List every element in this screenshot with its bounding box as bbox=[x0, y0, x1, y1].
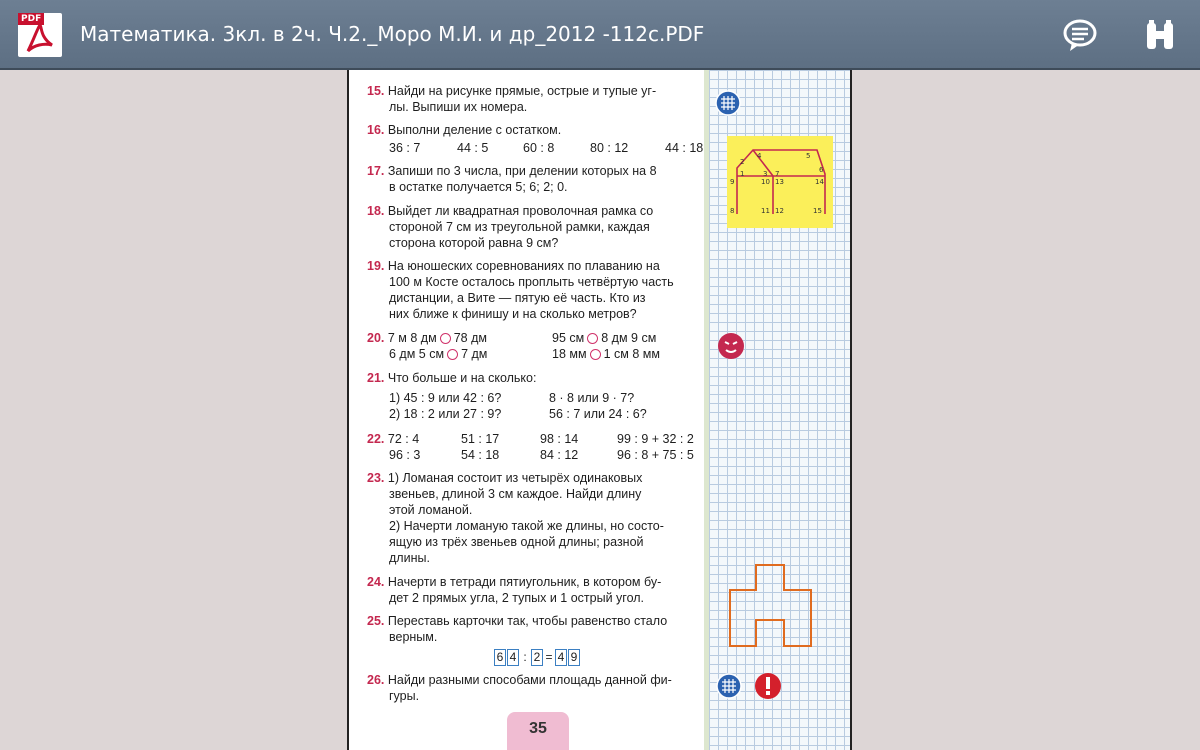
compare-circle bbox=[590, 349, 601, 360]
label: 15 bbox=[813, 207, 822, 215]
task-20-row1: 20. 7 м 8 дм 78 дм bbox=[367, 331, 487, 345]
expr: 96 : 3 bbox=[389, 448, 421, 462]
expr: 51 : 17 bbox=[461, 432, 500, 446]
angles-figure bbox=[727, 136, 833, 228]
number-cards bbox=[494, 649, 581, 666]
label: 2 bbox=[740, 158, 745, 166]
expr: 99 : 9 + 32 : 2 bbox=[617, 432, 694, 446]
task-17: 17. Запиши по 3 числа, при делении которых на 8 в остатке получается 5; 6; 2; 0. bbox=[367, 164, 657, 194]
task-18: 18. Выйдет ли квадратная проволочная рамка со стороной 7 см из треугольной рамки, каждая сторона которой равна 9 см? bbox=[367, 204, 654, 250]
speech-bubble-icon bbox=[1060, 15, 1100, 55]
label: 8 bbox=[730, 207, 735, 215]
task-20-row1b: 95 см 8 дм 9 см bbox=[552, 331, 657, 345]
expr: 2) 18 : 2 или 27 : 9? bbox=[389, 407, 502, 421]
puzzle-face-icon[interactable] bbox=[717, 332, 745, 360]
task-20-row2b: 18 мм 1 см 8 мм bbox=[552, 347, 660, 361]
binoculars-icon bbox=[1140, 15, 1180, 55]
expr: 60 : 8 bbox=[523, 141, 555, 155]
label: 10 bbox=[761, 178, 770, 186]
task-15: 15. Найди на рисунке прямые, острые и тупые уг- лы. Выпиши их номера. bbox=[367, 84, 657, 114]
card: 4 bbox=[555, 649, 567, 666]
pdf-tag: PDF bbox=[18, 13, 44, 25]
card: 4 bbox=[507, 649, 519, 666]
label: 14 bbox=[815, 178, 824, 186]
label: 5 bbox=[806, 152, 811, 160]
compare-circle bbox=[440, 333, 451, 344]
card: 2 bbox=[531, 649, 543, 666]
card: = bbox=[545, 650, 553, 664]
label: 11 bbox=[761, 207, 770, 215]
expr: 56 : 7 или 24 : 6? bbox=[549, 407, 647, 421]
expr: 98 : 14 bbox=[540, 432, 579, 446]
card: 9 bbox=[568, 649, 580, 666]
label: 6 bbox=[819, 166, 824, 174]
task-24: 24. Начерти в тетради пятиугольник, в котором бу- дет 2 прямых угла, 2 тупых и 1 острый угол. bbox=[367, 575, 662, 605]
toolbar bbox=[0, 0, 1200, 70]
expr: 54 : 18 bbox=[461, 448, 500, 462]
expr: 36 : 7 bbox=[389, 141, 421, 155]
label: 9 bbox=[730, 178, 735, 186]
task-25: 25. Переставь карточки так, чтобы равенство стало верным. bbox=[367, 614, 668, 644]
task-26: 26. Найди разными способами площадь данной фи- гуры. bbox=[367, 673, 672, 703]
compare-circle bbox=[587, 333, 598, 344]
expr: 8 · 8 или 9 · 7? bbox=[549, 391, 635, 405]
area-figure bbox=[729, 562, 829, 652]
task-23: 23. 1) Ломаная состоит из четырёх одинаковых звеньев, длиной 3 см каждое. Найди длину этой ломаной. 2) Начерти ломаную такой же длины, но состо- ящую из трёх звеньев одной длины; разной длины. bbox=[367, 471, 664, 565]
task-19: 19. На юношеских соревнованиях по плаванию на 100 м Косте осталось проплыть четвёртую часть дистанции, а Вите — пятую её часть. Кто из них ближе к финишу и на сколько метров? bbox=[367, 259, 674, 321]
grid-globe-icon[interactable] bbox=[715, 90, 741, 116]
graph-paper-margin bbox=[709, 70, 852, 750]
label: 13 bbox=[775, 178, 784, 186]
task-20-row2: 6 дм 5 см 7 дм bbox=[389, 347, 488, 361]
task-22: 22. 72 : 4 bbox=[367, 432, 420, 446]
binoculars-search-button[interactable] bbox=[1140, 15, 1180, 55]
card: 6 bbox=[494, 649, 506, 666]
label: 12 bbox=[775, 207, 784, 215]
expr: 1) 45 : 9 или 42 : 6? bbox=[389, 391, 502, 405]
pdf-page[interactable] bbox=[347, 70, 852, 750]
label: 7 bbox=[775, 170, 780, 178]
label: 1 bbox=[740, 170, 745, 178]
grid-globe-icon-2[interactable] bbox=[715, 672, 743, 700]
task-21: 21. Что больше и на сколько: bbox=[367, 371, 537, 385]
pdf-app-icon[interactable] bbox=[18, 13, 62, 57]
label: 3 bbox=[763, 170, 768, 178]
text-column bbox=[357, 70, 707, 750]
expr: 84 : 12 bbox=[540, 448, 579, 462]
expr: 44 : 5 bbox=[457, 141, 489, 155]
exclamation-icon[interactable] bbox=[754, 672, 782, 700]
acrobat-icon bbox=[22, 21, 58, 55]
card: : bbox=[523, 650, 527, 664]
label: 4 bbox=[757, 152, 762, 160]
task-16: 16. Выполни деление с остатком. bbox=[367, 123, 562, 137]
expr: 44 : 18 bbox=[665, 141, 704, 155]
compare-circle bbox=[447, 349, 458, 360]
expr: 96 : 8 + 75 : 5 bbox=[617, 448, 694, 462]
expr: 80 : 12 bbox=[590, 141, 629, 155]
comments-button[interactable] bbox=[1060, 15, 1100, 55]
document-title: Математика. 3кл. в 2ч. Ч.2._Моро М.И. и др_2012 -112с.PDF bbox=[80, 22, 705, 46]
page-number: 35 bbox=[507, 712, 569, 750]
